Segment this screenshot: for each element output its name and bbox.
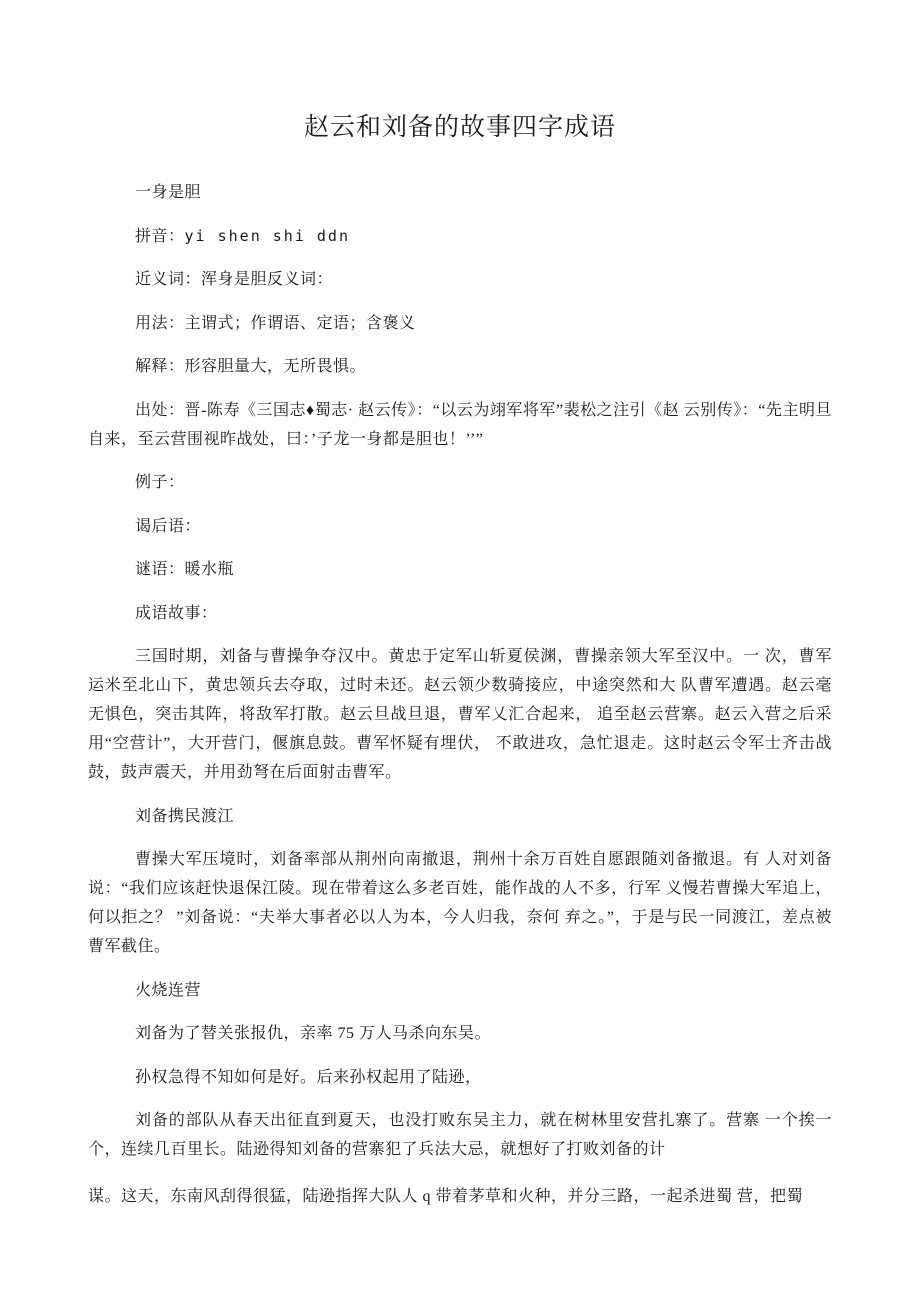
pinyin-label: 拼音： (135, 227, 185, 245)
huoshao-line2: 孙权急得不知如何是好。后来孙权起用了陆逊， (135, 1068, 482, 1086)
synonyms-line: 近义词：浑身是胆反义词： (135, 271, 334, 288)
idiom-story-paragraph: 三国时期，刘备与曹操争夺汉中。黄忠于定军山斩夏侯渊，曹操亲领大军至汉中。一 次，曹军运米至北山下，黄忠领兵去夺取，过时未还。赵云领少数骑接应，中途突然和大 队曹军遭遇。赵云毫无惧色，突击其阵，将敌军打散。赵云旦战旦退，曹军乂汇合起来， 追至赵云营寨。赵云入营之后采用“空营计”，大开营门，偃旗息鼓。曹军怀疑有埋伏， 不敢进攻，急忙退走。这时赵云令军士齐击战鼓，鼓声震天，并用劲弩在后面射击曹军。 (88, 648, 832, 781)
pinyin-line (88, 222, 832, 251)
story-label-line: 成语故事： (135, 604, 218, 622)
huoshao-story-continued-paragraph: 谋。这天，东南风刮得很猛，陆逊指挥大队人 q 带着茅草和火种，并分三路，一起杀进蜀 营，把蜀 (88, 1188, 804, 1205)
liubei-heading: 刘备携民渡江 (135, 807, 235, 825)
liubei-story-paragraph: 曹操大军压境时，刘备率部从荆州向南撤退，荆州十余万百姓自愿跟随刘备撤退。有 人对刘备说：“我们应该赶快退保江陵。现在带着这么多老百姓，能作战的人不多，行军 义慢若曹操大军追上，何以拒之？ ”刘备说：“夫举大事者必以人为本，今人归我，奈何 弃之。”，于是与民一同渡江，差点被曹军截住。 (88, 851, 832, 955)
huoshao-heading: 火烧连营 (135, 981, 202, 999)
idiom-name: 一身是胆 (135, 184, 202, 201)
page-title: 赵云和刘备的故事四字成语 (303, 114, 616, 141)
explanation-line: 解释：形容胆量大，无所畏惧。 (135, 358, 367, 375)
pinyin-value: yi shen shi ddn (184, 226, 350, 245)
usage-line: 用法：主谓式；作谓语、定语；含褒义 (135, 314, 416, 332)
source-paragraph: 出处：晋-陈寿《三国志♦蜀志· 赵云传》：“以云为翊军将军”裴松之注引《赵 云别传》：“先主明旦自来，至云营围视昨战处，曰：’子龙一身都是胆也！’’” (88, 401, 832, 448)
huoshao-line1: 刘备为了替关张报仇，亲率 75 万人马杀向东吴。 (135, 1025, 492, 1042)
example-line: 例子： (135, 474, 185, 491)
riddle-line: 谜语：暖水瓶 (135, 561, 235, 578)
xiehouyu-line: 谒后语： (135, 517, 202, 535)
huoshao-story-paragraph: 刘备的部队从春天出征直到夏天，也没打败东吴主力，就在树林里安营扎寨了。营寨 一个挨一个，连续几百里长。陆逊得知刘备的营寨犯了兵法大忌，就想好了打败刘备的计 (88, 1112, 832, 1158)
